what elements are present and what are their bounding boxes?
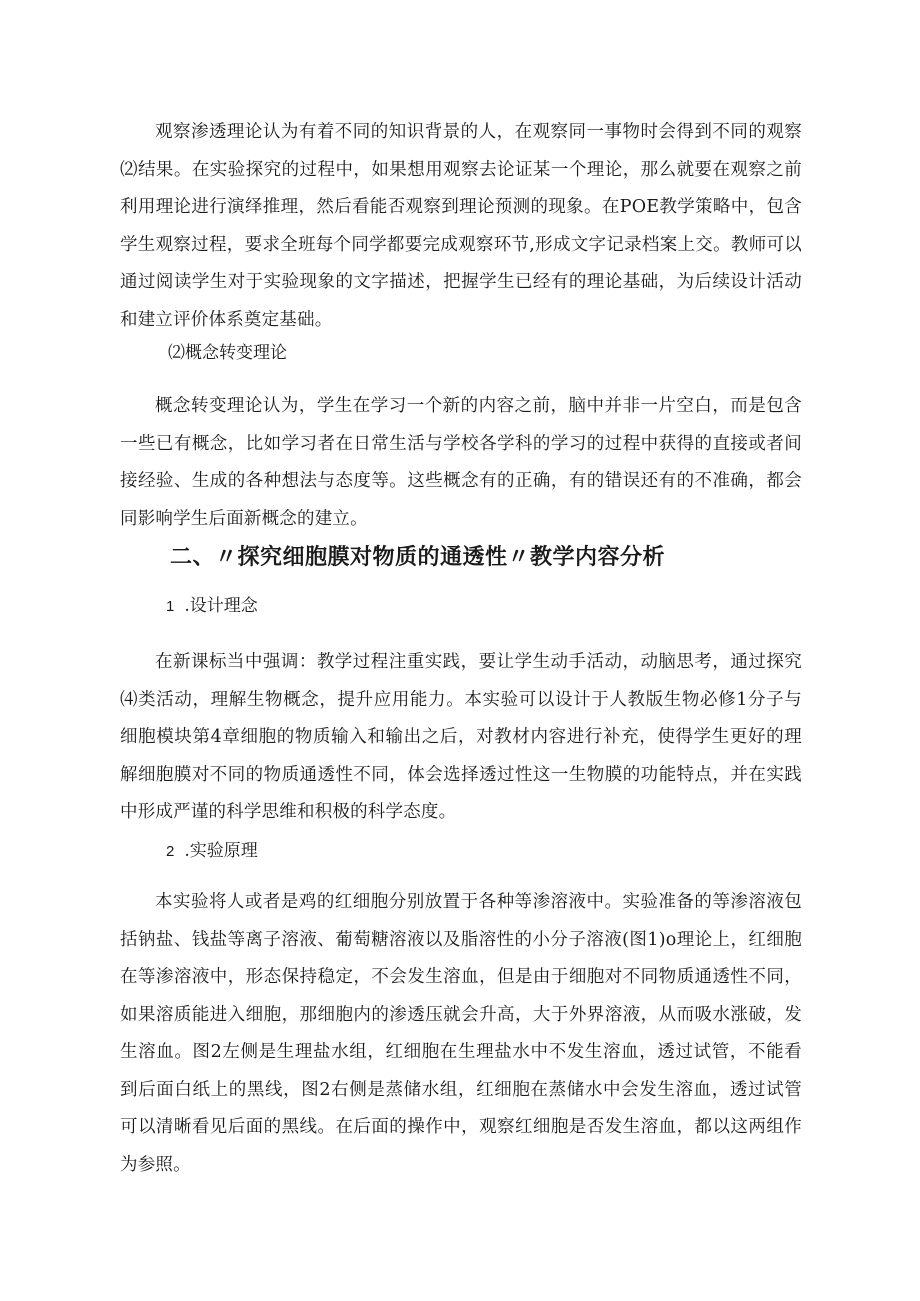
subheading-number: 1 xyxy=(166,598,175,615)
section-heading-two: 二、〃探究细胞膜对物质的通透性〃教学内容分析 xyxy=(170,545,666,570)
subheading-experiment-principle xyxy=(166,836,258,867)
subheading-design-concept xyxy=(166,591,258,622)
paragraph-experiment-principle: 本实验将人或者是鸡的红细胞分别放置于各种等渗溶液中。实验准备的等渗溶液包括钠盐、钱盐等离子溶液、葡萄糖溶液以及脂溶性的小分子溶液(图1)o理论上，红细胞在等渗溶液中，形态保持稳定，不会发生溶血，但是由于细胞对不同物质通透性不同，如果溶质能进入细胞，那细胞内的渗透压就会升高，大于外界溶液，从而吸水涨破，发生溶血。图2左侧是生理盐水组，红细胞在生理盐水中不发生溶血，透过试管，不能看到后面白纸上的黑线，图2右侧是蒸储水组，红细胞在蒸储水中会发生溶血，透过试管可以清晰看见后面的黑线。在后面的操作中，观察红细胞是否发生溶血，都以这两组作为参照。 xyxy=(120,892,802,1175)
subheading-label: .设计理念 xyxy=(184,596,258,616)
paragraph-design-concept: 在新课标当中强调：教学过程注重实践，要让学生动手活动，动脑思考，通过探究⑷类活动，理解生物概念，提升应用能力。本实验可以设计于人教版生物必修1分子与细胞模块第4章细胞的物质输入和输出之后，对教材内容进行补充，使得学生更好的理解细胞膜对不同的物质通透性不同，体会选择透过性这一生物膜的功能特点，并在实践中形成严谨的科学思维和积极的科学态度。 xyxy=(120,652,802,822)
subheading-label: .实验原理 xyxy=(184,841,258,861)
subheading-concept-change: ⑵概念转变理论 xyxy=(168,343,287,363)
paragraph-concept-change: 概念转变理论认为，学生在学习一个新的内容之前，脑中并非一片空白，而是包含一些已有概念，比如学习者在日常生活与学校各学科的学习的过程中获得的直接或者间接经验、生成的各种想法与态度等。这些概念有的正确，有的错误还有的不准确，都会同影响学生后面新概念的建立。 xyxy=(120,396,802,529)
paragraph-observation-theory: 观察渗透理论认为有着不同的知识背景的人，在观察同一事物时会得到不同的观察⑵结果。在实验探究的过程中，如果想用观察去论证某一个理论，那么就要在观察之前利用理论进行演绎推理，然后看能否观察到理论预测的现象。在POE教学策略中，包含学生观察过程，要求全班每个同学都要完成观察环节,形成文字记录档案上交。教师可以通过阅读学生对于实验现象的文字描述，把握学生已经有的理论基础，为后续设计活动和建立评价体系奠定基础。 xyxy=(120,122,802,330)
subheading-number: 2 xyxy=(166,843,175,860)
